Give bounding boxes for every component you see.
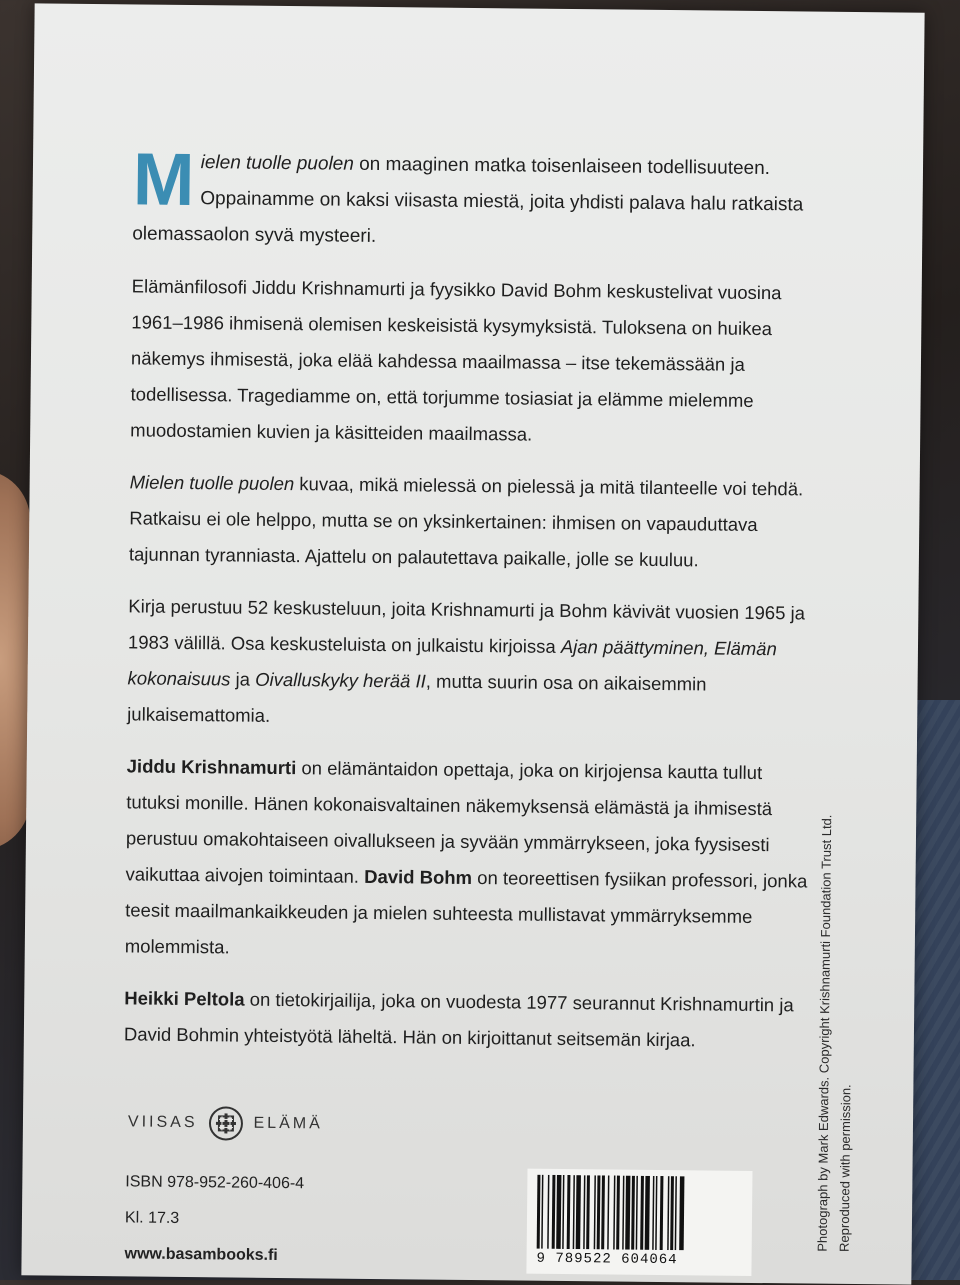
paragraph-4 xyxy=(127,588,818,739)
para4-book2: Oivalluskyky herää II xyxy=(255,668,426,692)
paragraph-3 xyxy=(129,464,820,579)
barcode-bar xyxy=(640,1176,644,1250)
barcode-bar xyxy=(541,1175,543,1249)
para5-text-b: on teoreettisen fysiikan professori, jonka teesit maailmankaikkeuden ja mielen suhteesta mullistavat ymmärryksemme molemmista. xyxy=(124,867,808,958)
drop-cap: M xyxy=(132,137,193,222)
barcode-bars xyxy=(533,1175,746,1251)
barcode-bar xyxy=(562,1175,564,1249)
barcode-bar xyxy=(601,1175,605,1249)
para4-text-a: Kirja perustuu 52 keskusteluun, joita Krishnamurti ja Bohm kävivät vuosien 1965 ja 1983 välillä. Osa keskusteluista on julkaistu kirjoissa xyxy=(127,595,806,657)
barcode-digits: 9 789522 604064 xyxy=(536,1250,678,1269)
book-back-cover xyxy=(21,3,924,1284)
logo-text-right: ELÄMÄ xyxy=(253,1114,323,1133)
barcode-bar xyxy=(616,1176,620,1250)
para3-title: Mielen tuolle puolen xyxy=(129,471,295,495)
barcode-bar xyxy=(652,1176,654,1250)
celtic-knot-icon xyxy=(207,1105,243,1141)
barcode-bar xyxy=(597,1175,601,1249)
intro-title: ielen tuolle puolen xyxy=(200,152,354,175)
barcode-bar xyxy=(573,1175,575,1249)
barcode-bar xyxy=(622,1176,624,1250)
barcode-bar xyxy=(567,1175,571,1249)
barcode-bar xyxy=(675,1176,677,1250)
barcode-bar xyxy=(607,1175,609,1249)
barcode-bar xyxy=(576,1175,581,1249)
publisher-url: www.basambooks.fi xyxy=(124,1245,278,1264)
barcode-bar xyxy=(645,1176,650,1250)
paragraph-5 xyxy=(125,748,817,971)
photo-credit xyxy=(812,814,861,1252)
barcode-bar xyxy=(613,1176,615,1250)
para4-text-b: ja xyxy=(230,668,256,690)
barcode-bar xyxy=(625,1176,630,1250)
barcode-bar xyxy=(660,1176,664,1250)
isbn-text: ISBN 978-952-260-406-4 xyxy=(125,1173,305,1193)
barcode-bar xyxy=(583,1175,585,1249)
intro-rest: on maaginen matka toisenlaiseen todellisuuteen. Oppainamme on kaksi viisasta miestä, joita yhdisti palava halu ratkaista olemassaolon syvä mysteeri. xyxy=(132,153,804,247)
barcode-bar xyxy=(670,1176,674,1250)
logo-text-left: VIISAS xyxy=(127,1113,198,1132)
author-name-krishnamurti: Jiddu Krishnamurti xyxy=(126,755,297,779)
paragraph-6 xyxy=(124,980,815,1059)
photo-credit-line-2: Reproduced with permission. xyxy=(836,1084,854,1252)
author-name-peltola: Heikki Peltola xyxy=(124,987,245,1010)
barcode-bar xyxy=(537,1175,541,1249)
blurb-text xyxy=(123,137,824,1075)
para3-rest: kuvaa, mikä mielessä on pielessä ja mitä tilanteelle voi tehdä. Ratkaisu ei ole helppo, mutta se on yksinkertainen: ihmisen on vapauduttava tajunnan tyranniasta. Ajattelu on palautettava paikalle, jolle se kuuluu. xyxy=(128,473,804,571)
author-name-bohm: David Bohm xyxy=(364,865,473,889)
barcode-bar xyxy=(556,1175,561,1249)
barcode-bar xyxy=(679,1176,684,1250)
barcode-bar xyxy=(655,1176,657,1250)
para6-rest: on tietokirjailija, joka on vuodesta 1977 seurannut Krishnamurtin ja David Bohmin yhteistyötä läheltä. Hän on kirjoittanut seitsemän kirjaa. xyxy=(123,988,794,1051)
barcode-bar xyxy=(631,1176,635,1250)
photo-credit-line-1: Photograph by Mark Edwards. Copyright Krishnamurti Foundation Trust Ltd. xyxy=(814,814,835,1252)
paragraph-2: Elämänfilosofi Jiddu Krishnamurti ja fyysikko David Bohm keskustelivat vuosina 1961–1986 ihmisenä olemisen keskeisistä kysymyksistä. Tuloksena on huikea näkemys ihmisestä, joka elää kahdessa maailmassa – itse tekemässään ja todellisessa. Tragediamme on, että torjumme tosiasiat ja elämme mielemme muodostamien kuvien ja käsitteiden maailmassa. xyxy=(130,275,782,445)
publisher-series-logo xyxy=(128,1104,323,1142)
barcode-bar xyxy=(547,1175,549,1249)
para4-text-c: , mutta suurin osa on aikaisemmin julkaisemattomia. xyxy=(127,670,707,726)
barcode-bar xyxy=(594,1175,596,1249)
para4-book1: Ajan päättyminen, Elämän kokonaisuus xyxy=(127,635,777,690)
barcode-bar xyxy=(586,1175,590,1249)
para5-text-a: on elämäntaidon opettaja, joka on kirjojensa kautta tullut tutuksi monille. Hänen kokonaisvaltainen näkemyksensä elämästä ja ihmisestä perustuu omakohtaiseen oivallukseen ja syvään ymmärrykseen, joka fyysisesti vaikuttaa aivojen toimintaan. xyxy=(125,757,773,887)
barcode xyxy=(526,1169,752,1276)
barcode-bar xyxy=(636,1176,638,1250)
barcode-bar xyxy=(667,1176,669,1250)
intro-paragraph xyxy=(132,137,823,259)
classification-text: Kl. 17.3 xyxy=(124,1209,180,1227)
barcode-bar xyxy=(552,1175,556,1249)
book-meta xyxy=(124,1164,304,1274)
